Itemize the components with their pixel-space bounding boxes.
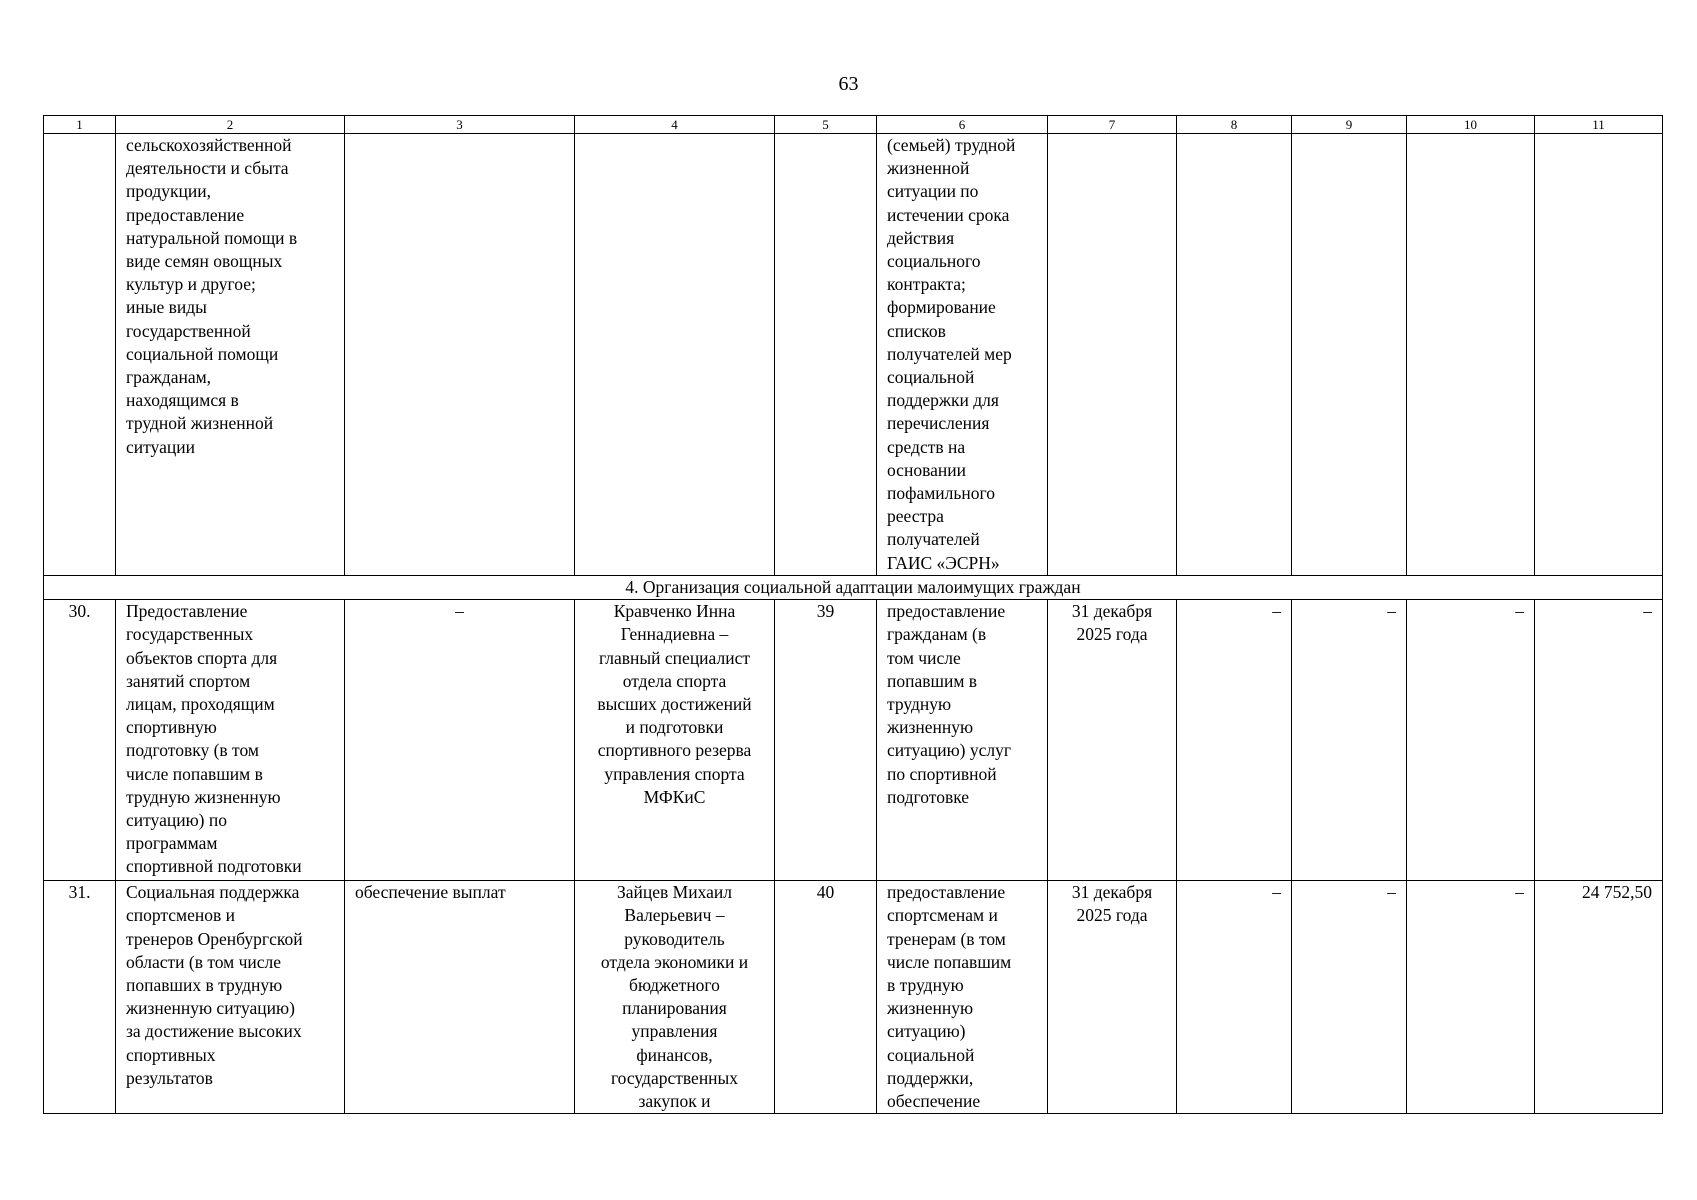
column-header-6: 6 xyxy=(877,116,1048,134)
cell-empty xyxy=(1535,134,1663,576)
column-header-row xyxy=(44,116,1663,134)
section-header-row xyxy=(44,576,1663,600)
document-table xyxy=(43,115,1663,1114)
value-col10: – xyxy=(1407,881,1535,1114)
cell-measure-continuation: сельскохозяйственной деятельности и сбыта продукции, предоставление натуральной помощи в виде семян овощных культур и другое; иные виды государственной социальной помощи гражданам, находящимся в трудной жизненной ситуации xyxy=(116,134,345,576)
column-header-8: 8 xyxy=(1177,116,1292,134)
table-row xyxy=(44,881,1663,1114)
indicator-number: 40 xyxy=(775,881,877,1114)
cell-empty xyxy=(1407,134,1535,576)
value-col11: 24 752,50 xyxy=(1535,881,1663,1114)
column-header-1: 1 xyxy=(44,116,116,134)
deadline: 31 декабря 2025 года xyxy=(1048,881,1177,1114)
column-header-10: 10 xyxy=(1407,116,1535,134)
deadline: 31 декабря 2025 года xyxy=(1048,600,1177,881)
column-header-2: 2 xyxy=(116,116,345,134)
cell-empty xyxy=(775,134,877,576)
responsible-person: Кравченко Инна Геннадиевна – главный специалист отдела спорта высших достижений и подготовки спортивного резерва управления спорта МФКиС xyxy=(575,600,775,881)
column-header-11: 11 xyxy=(1535,116,1663,134)
column-header-5: 5 xyxy=(775,116,877,134)
cell-empty xyxy=(1048,134,1177,576)
table-row xyxy=(44,600,1663,881)
value-col10: – xyxy=(1407,600,1535,881)
column-header-7: 7 xyxy=(1048,116,1177,134)
cell-result-continuation: (семьей) трудной жизненной ситуации по истечении срока действия социального контракта; формирование списков получателей мер социальной поддержки для перечисления средств на основании пофамильного реестра получателей ГАИС «ЭСРН» xyxy=(877,134,1048,576)
cell-empty xyxy=(1177,134,1292,576)
page-number: 63 xyxy=(838,73,859,95)
value-col9: – xyxy=(1292,881,1407,1114)
column-header-9: 9 xyxy=(1292,116,1407,134)
indicator-number: 39 xyxy=(775,600,877,881)
value-col9: – xyxy=(1292,600,1407,881)
expected-result: предоставление спортсменам и тренерам (в том числе попавшим в трудную жизненную ситуацию) социальной поддержки, обеспечение xyxy=(877,881,1048,1114)
cell-empty xyxy=(1292,134,1407,576)
value-col11: – xyxy=(1535,600,1663,881)
section-title: 4. Организация социальной адаптации малоимущих граждан xyxy=(44,576,1663,600)
cell-empty xyxy=(345,134,575,576)
mechanism-cell: – xyxy=(345,600,575,881)
measure-name: Социальная поддержка спортсменов и тренеров Оренбургской области (в том числе попавших в трудную жизненную ситуацию) за достижение высоких спортивных результатов xyxy=(116,881,345,1114)
row-number: 30. xyxy=(44,600,116,881)
mechanism-cell: обеспечение выплат xyxy=(345,881,575,1114)
measure-name: Предоставление государственных объектов спорта для занятий спортом лицам, проходящим спортивную подготовку (в том числе попавшим в трудную жизненную ситуацию) по программам спортивной подготовки xyxy=(116,600,345,881)
column-header-3: 3 xyxy=(345,116,575,134)
value-col8: – xyxy=(1177,600,1292,881)
table-row-continuation xyxy=(44,134,1663,576)
value-col8: – xyxy=(1177,881,1292,1114)
cell-empty xyxy=(44,134,116,576)
expected-result: предоставление гражданам (в том числе попавшим в трудную жизненную ситуацию) услуг по спортивной подготовке xyxy=(877,600,1048,881)
column-header-4: 4 xyxy=(575,116,775,134)
row-number: 31. xyxy=(44,881,116,1114)
responsible-person: Зайцев Михаил Валерьевич – руководитель отдела экономики и бюджетного планирования управления финансов, государственных закупок и xyxy=(575,881,775,1114)
cell-empty xyxy=(575,134,775,576)
